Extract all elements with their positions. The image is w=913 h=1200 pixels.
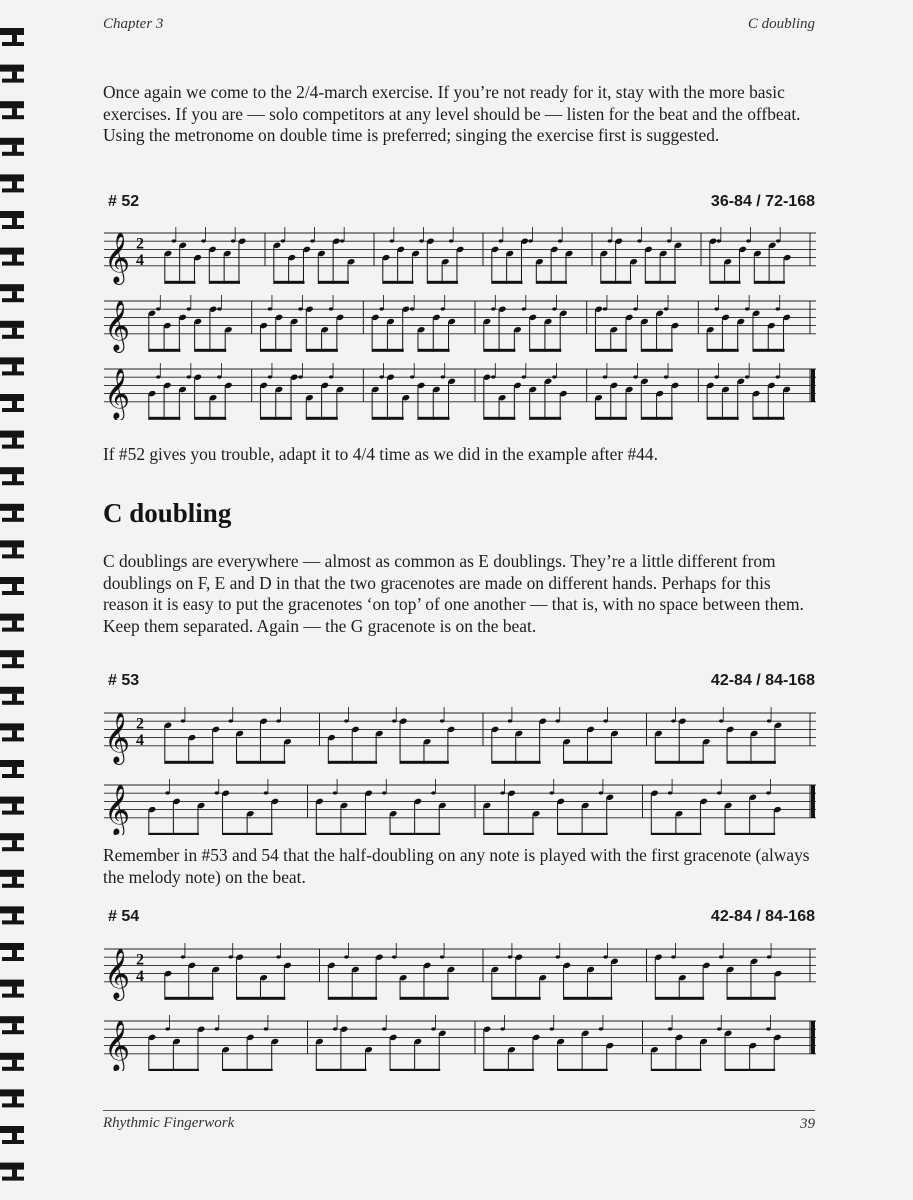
exercise-54-label: # 54 xyxy=(108,908,140,925)
exercise-53-tempo: 42-84 / 84-168 xyxy=(710,672,815,689)
exercise-52-tempo: 36-84 / 72-168 xyxy=(710,193,815,210)
svg-text:𝄞: 𝄞 xyxy=(104,299,131,351)
svg-text:4: 4 xyxy=(136,731,144,749)
section-label: C doubling xyxy=(747,16,815,32)
svg-text:4: 4 xyxy=(136,251,144,269)
page-number: 39 xyxy=(800,1116,815,1132)
intro-paragraph: Once again we come to the 2/4-march exercise. If you’re not ready for it, stay with the more basic exercises. If you are — solo competitors at any level should be — listen for the beat and the offbeat. Using the metronome on double time is preferred; singing the exercise first is suggested. xyxy=(103,82,801,146)
page-header xyxy=(103,16,815,33)
svg-text:4: 4 xyxy=(136,967,144,985)
chapter-label: Chapter 3 xyxy=(103,16,164,32)
section-heading: C doubling xyxy=(103,498,232,528)
svg-text:𝄞: 𝄞 xyxy=(104,947,131,999)
svg-text:2: 2 xyxy=(136,951,144,969)
c-doubling-paragraph: C doublings are everywhere — almost as common as E doublings. They’re a little different from doublings on F, E and D in that the two gracenotes are made on different hands. Perhaps for this reason it is easy to put the gracenotes ‘on top’ of one another — that is, with no space between them. Keep them separated. Again — the G gracenote is on the beat. xyxy=(103,551,804,636)
exercise-54-notation xyxy=(100,921,820,1071)
after-53-paragraph: Remember in #53 and 54 that the half-doubling on any note is played with the first gracenote (always the melody note) on the beat. xyxy=(103,845,810,887)
after-52-paragraph: If #52 gives you trouble, adapt it to 4/4 time as we did in the example after #44. xyxy=(103,444,658,464)
svg-text:𝄞: 𝄞 xyxy=(104,711,131,763)
page-footer xyxy=(103,1110,815,1132)
exercise-53-label: # 53 xyxy=(108,672,140,689)
exercise-52-notation xyxy=(100,205,820,420)
svg-text:2: 2 xyxy=(136,715,144,733)
exercise-54-tempo: 42-84 / 84-168 xyxy=(710,908,815,925)
svg-text:𝄞: 𝄞 xyxy=(104,1019,131,1071)
svg-text:𝄞: 𝄞 xyxy=(104,783,131,835)
svg-text:𝄞: 𝄞 xyxy=(104,231,131,283)
svg-text:𝄞: 𝄞 xyxy=(104,367,131,419)
svg-text:2: 2 xyxy=(136,235,144,253)
exercise-52-label: # 52 xyxy=(108,193,140,210)
exercise-53-notation xyxy=(100,685,820,835)
book-title: Rhythmic Fingerwork xyxy=(103,1115,235,1131)
spiral-binding xyxy=(0,0,26,1200)
